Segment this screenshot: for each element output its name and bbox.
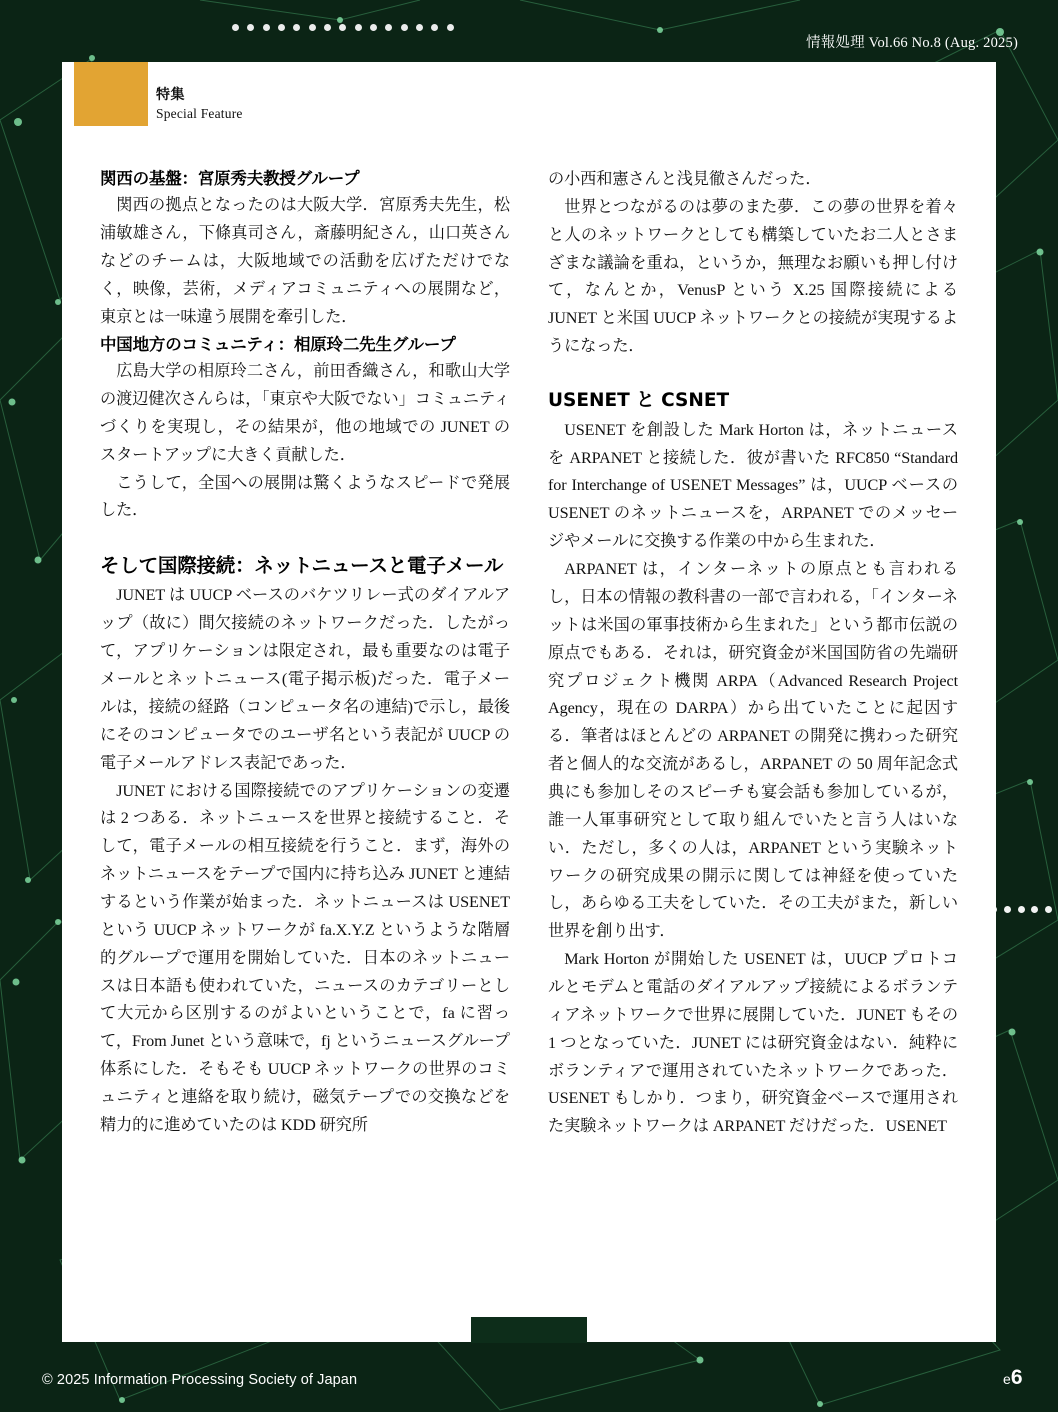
heading-usenet-csnet: USENET と CSNET: [548, 390, 730, 412]
paragraph-continued: の小西和憲さんと浅見徹さんだった．: [548, 170, 822, 188]
copyright-notice: © 2025 Information Processing Society of Japan: [42, 1372, 358, 1388]
page-number-value: 6: [1010, 1366, 1022, 1389]
article-body: [100, 166, 958, 1292]
right-dot-rule: [990, 905, 1052, 914]
paragraph: ARPANET は，インターネットの原点とも言われるし，日本の情報の教科書の一部で言われる，「インターネットは米国の軍事技術から生まれた」という都市伝説の原点でもある．それは，研究資金が米国国防省の先端研究プロジェクト機関 ARPA（Advanced Research Project Agency，現在の DARPA）から出ていたことに起因する．筆者はほとんどの ARPANET の開発に携わった研究者と個人的な交流があるし，ARPANET の 50 周年記念式典にも参加しそのスピーチも宴会話も参加しているが，誰一人軍事研究として取り組んでいたと言う人はいない．ただし，多くの人は，ARPANET という実験ネットワークの研究成果の開示に関しては神経を使っていたし，あらゆる工夫をしていた．その工夫がまた，新しい世界を創り出す．: [548, 560, 958, 941]
running-head: 情報処理 Vol.66 No.8 (Aug. 2025): [806, 35, 1018, 51]
special-feature-tab: [74, 62, 148, 126]
special-feature-label-jp: 特集: [156, 87, 185, 103]
top-dot-rule: [232, 22, 454, 32]
page-number: [1003, 1366, 1022, 1390]
paragraph: JUNET は UUCP ベースのバケツリレー式のダイアルアップ（故に）間欠接続のネットワークだった．したがって，アプリケーションは限定され，最も重要なのは電子メールとネットニュース(電子掲示板)だった．電子メールは，接続の経路（コンピュータ名の連結)で示し，最後にそのコンピュータでのユーザ名という表記が UUCP の電子メールアドレス表記であった．: [100, 586, 510, 772]
page-number-prefix: e: [1003, 1371, 1011, 1387]
column-left: [100, 166, 510, 1292]
heading-international-connection: そして国際接続：ネットニュースと電子メール: [100, 554, 504, 578]
paragraph: こうして，全国への展開は驚くようなスピードで発展した．: [100, 473, 510, 520]
page-bottom-notch: [471, 1317, 587, 1343]
paragraph: JUNET における国際接続でのアプリケーションの変遷は 2 つある．ネットニュースを世界と接続すること．そして，電子メールの相互接続を行うこと．まず，海外のネットニュースをテープで国内に持ち込み JUNET と連結するという作業が始まった．ネットニュースは USENET という UUCP ネットワークが fa.X.Y.Z というような階層的グループで運用を開始していた．日本のネットニュースは日本語も使われていた，ニュースのカテゴリーとして大元から区別するのがよいということで，fa に習って，From Junet という意味で，fj というニュースグループ体系にした．そもそも UUCP ネットワークの世界のコミュニティと連絡を取り続け，磁気テープでの交換などを精力的に進めていたのは KDD 研究所: [100, 781, 510, 1134]
special-feature-label: [156, 86, 243, 123]
paragraph: Mark Horton が開始した USENET は，UUCP プロトコルとモデムと電話のダイアルアップ接続によるボランティアネットワークで世界に展開していた．JUNET もその 1 つとなっていた．JUNET には研究資金はない．純粋にボランティアで運用されていたネットワークであった．USENET もしかり．つまり，研究資金ベースで運用された実験ネットワークは ARPANET だけだった．USENET: [548, 950, 958, 1136]
special-feature-label-en: Special Feature: [156, 105, 243, 121]
paragraph: 世界とつながるのは夢のまた夢．この夢の世界を着々と人のネットワークとしても構築していたお二人とさまざまな議論を重ね，というか，無理なお願いも押し付けて，なんとか，VenusP という X.25 国際接続による JUNET と米国 UUCP ネットワークとの接続が実現するようになった．: [548, 197, 958, 356]
paragraph: USENET を創設した Mark Horton は，ネットニュースを ARPANET と接続した．彼が書いた RFC850 “Standard for Interchange of USENET Messages” は，UUCP ベースの USENET のネットニュースを，ARPANET でのメッセージやメールに交換する作業の中から生まれた．: [548, 420, 958, 551]
paragraph: 広島大学の相原玲二さん，前田香織さん，和歌山大学の渡辺健次さんらは，「東京や大阪でない」コミュニティづくりを実現し，その結果が，他の地域での JUNET のスタートアップに大きく貢献した．: [100, 362, 510, 464]
column-right: [548, 166, 958, 1292]
paragraph: 関西の拠点となったのは大阪大学．宮原秀夫先生，松浦敏雄さん，下條真司さん，斎藤明紀さん，山口英さんなどのチームは，大阪地域での活動を広げただけでなく，映像，芸術，メディアコミュニティへの展開など，東京とは一味違う展開を牽引した．: [100, 196, 510, 326]
subheading-kansai: 関西の基盤：宮原秀夫教授グループ: [100, 169, 360, 188]
subheading-chugoku: 中国地方のコミュニティ：相原玲二先生グループ: [100, 334, 456, 354]
page-panel: [62, 62, 996, 1342]
